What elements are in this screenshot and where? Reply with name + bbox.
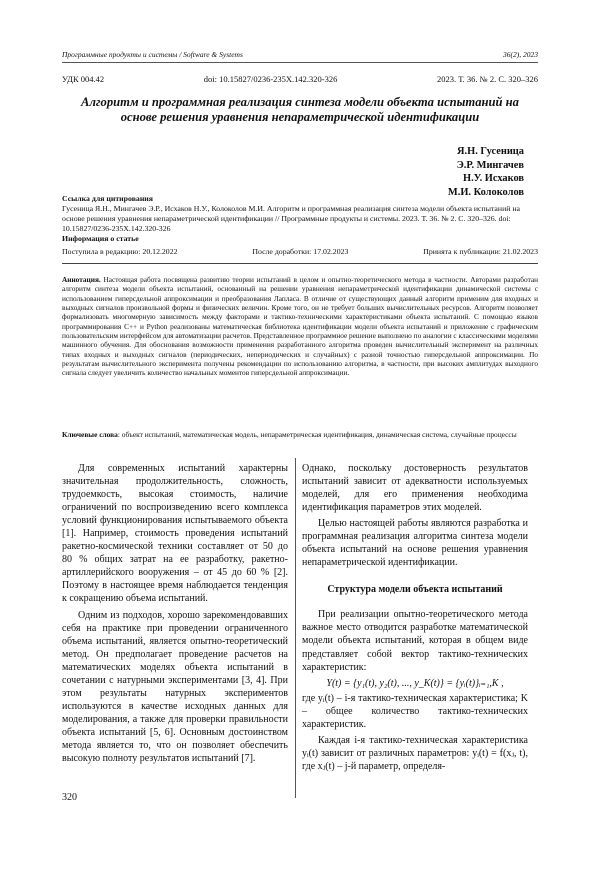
body-paragraph: Для современных испытаний характерны значительная продолжительность, сложность, трудоемкость, высокая стоимость, наличие ограничений по воспроизведению всего комплекса условий функционирования испытываемого объекта [1]. Например, стоимость проведения испытаний ракетно-космической техники составляет от 50 до 80 % общих затрат на ее разработку, ракетно-артиллерийского вооружения – от 45 до 60 % [2]. Поэтому в настоящее время наблюдается тенденция к сокращению объема испытаний.	[62, 463, 288, 605]
udk-code: УДК 004.42	[62, 74, 105, 84]
equation: Y(t) = {y₁(t), y₂(t), ..., y_K(t)} = {yᵢ(t)}ᵢ₌₁,K ,	[326, 677, 504, 689]
body-column-left	[62, 462, 288, 768]
doi-link[interactable]: doi: 10.15827/0236-235X.142.320-326	[203, 74, 338, 84]
journal-name: Программные продукты и системы / Software & Systems	[62, 50, 243, 59]
article-meta-line	[62, 74, 538, 84]
abstract-text: Настоящая работа посвящена развитию теории испытаний в целом и опытно-теоретического метода в частности. Авторами разработан алгоритм синтеза модели объекта испытаний, основанный на решении уравнения непараметрической идентификации динамической системы с использованием гиперсдельной аппроксимации и преобразования Лапласа. В отличие от существующих данный алгоритм применим для входных и выходных сигналов произвольной формы и физических величин. Кроме того, он не требует больших вычислительных ресурсов. Алгоритм позволяет формализовать многомерную зависимость между факторами и тактико-техническими характеристиками объекта испытаний. С помощью языков программирования C++ и Python реализованы математическая библиотека идентификации модели объекта испытаний и приложение с графическим пользовательским интерфейсом для автоматизации расчетов. Представленное программное решение выполнено по аналогии с классическими моделями машинного обучения. Для обоснования возможности применения разработанного алгоритма проведен вычислительный эксперимент на различных типах входных и выходных сигналов (периодических, непериодических и случайных) с разной точностью гиперсдельной аппроксимации. По результатам вычислительного эксперимента получены рекомендации по использованию алгоритма, в частности, при высоких амплитудах выходного сигнала следует увеличить количество начальных моментов гиперсдельной аппроксимации.	[62, 275, 538, 378]
author-list	[324, 145, 524, 199]
received-date: Поступила в редакцию: 20.12.2022	[62, 247, 178, 256]
body-paragraph: Однако, поскольку достоверность результатов испытаний зависит от адекватности используемых моделей, для его применения необходима идентификация параметров этих моделей.	[302, 463, 528, 514]
keywords-text: : объект испытаний, математическая модель, непараметрическая идентификация, динамическая система, случайные процессы	[117, 430, 517, 439]
article-dates	[62, 247, 538, 264]
body-column-right	[302, 462, 528, 776]
keywords-label: Ключевые слова	[62, 430, 118, 439]
running-header	[62, 50, 538, 63]
body-paragraph: Целью настоящей работы являются разработка и программная реализация алгоритма синтеза модели объекта испытаний на основе решения уравнения непараметрической идентификации.	[302, 518, 528, 569]
citation-text: Гусеница Я.Н., Мингачев Э.Р., Исхаков Н.У., Колоколов М.И. Алгоритм и программная реализация синтеза модели объекта испытаний на основе решения уравнения непараметрической идентификации // Программные продукты и системы. 2023. Т. 36. № 2. С. 320–326. doi: 10.15827/0236-235X.142.320-326	[62, 204, 520, 233]
author-name: Я.Н. Гусеница	[457, 146, 524, 157]
issue-pages: 2023. Т. 36. № 2. С. 320–326	[437, 74, 538, 84]
column-divider	[295, 458, 296, 798]
author-name: М.И. Колоколов	[447, 186, 524, 198]
author-name: Н.У. Исхаков	[462, 173, 524, 185]
keywords	[62, 430, 538, 439]
body-paragraph: где yᵢ(t) – i-я тактико-техническая характеристика; K – общее количество тактико-технических характеристик.	[302, 692, 528, 730]
section-heading: Структура модели объекта испытаний	[327, 584, 503, 596]
body-paragraph: При реализации опытно-теоретического метода важное место отводится разработке математической модели объекта испытаний, которая в общем виде представляет собой вектор тактико-технических характеристик:	[302, 609, 528, 673]
author-name: Э.Р. Мингачев	[456, 159, 524, 171]
abstract	[62, 275, 538, 378]
body-paragraph: Одним из подходов, хорошо зарекомендовавших себя на практике при проведении ограниченного объема испытаний, является опытно-теоретический метод. Он предполагает проведение расчетов на математических моделях объекта испытаний в сочетании с натурными экспериментами [3, 4]. При этом результаты натурных экспериментов используются в качестве исходных данных для моделирования, а также для проверки правильности объекта испытаний [5, 6]. Основным достоинством метода является то, что он позволяет обеспечить высокую полноту результатов испытаний [7].	[62, 609, 288, 765]
page-number: 320	[62, 792, 77, 803]
citation-block	[62, 194, 538, 244]
article-info-heading: Информация о статье	[62, 234, 139, 243]
body-paragraph: Каждая i-я тактико-техническая характеристика yᵢ(t) зависит от различных параметров: yᵢ(t) = f(xⱼ, t), где xⱼ(t) – j-й параметр, определя-	[302, 734, 528, 772]
journal-issue: 36(2), 2023	[503, 50, 538, 59]
citation-heading: Ссылка для цитирования	[62, 194, 154, 203]
article-title: Алгоритм и программная реализация синтеза модели объекта испытаний на основе решения уравнения непараметрической идентификации	[81, 95, 519, 124]
abstract-label: Аннотация.	[62, 275, 101, 284]
accepted-date: Принята к публикации: 21.02.2023	[423, 247, 538, 256]
revised-date: После доработки: 17.02.2023	[252, 247, 349, 256]
